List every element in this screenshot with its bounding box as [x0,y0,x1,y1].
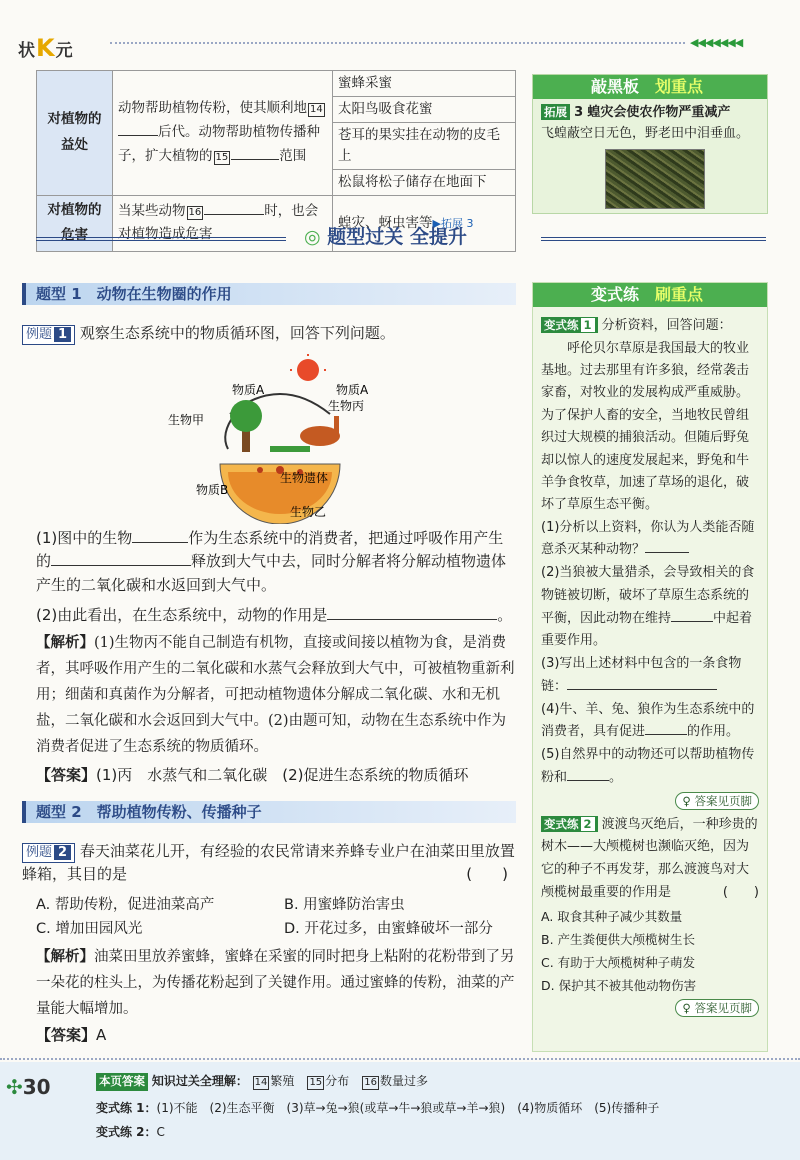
hint-icon: ♀ [682,793,691,808]
option-a[interactable]: A. 帮助传粉，促进油菜高产 [36,897,215,913]
extension-heading: 拓展 3 蝗灾会使农作物严重减产 [541,103,759,124]
label-substance-b: 物质B [196,483,229,497]
tree-crown [230,400,262,432]
sprout-icon: ✣ [6,1075,23,1099]
option-b[interactable]: B. 用蜜蜂防治害虫 [284,897,405,913]
header-arrows-icon: ◀◀◀◀◀◀◀ [690,36,743,49]
harm-example: 蝗灾、蚜虫害等▶拓展 3 [333,195,516,251]
extension-tag: 拓展 [541,104,570,120]
practice-panel [532,282,768,1052]
type2-title: 题型 2 帮助植物传粉、传播种子 [22,801,516,823]
example1-question: 例题 1 观察生态系统中的物质循环图，回答下列问题。 [22,322,516,345]
label-remains: 生物遗体 [280,471,329,485]
brand-logo: 状K元 [18,34,74,62]
answers-tag: 本页答案 [96,1073,148,1091]
benefit-example: 太阳鸟吸食花蜜 [333,96,516,122]
footer-divider [0,1058,800,1060]
label-organism-bing: 生物丙 [328,399,365,413]
practice-title: 变式练 刷重点 [533,283,767,307]
benefit-example: 松鼠将松子储存在地面下 [333,169,516,195]
section-heading: ◎ 题型过关 全提升 [36,227,766,249]
example2-options [36,894,516,941]
see-answer-link[interactable]: ♀ 答案见页脚 [675,999,759,1017]
example1-analysis: 【解析】(1)生物丙不能自己制造有机物，直接或间接以植物为食，是消费者，其呼吸作用产生的二氧化碳和水蒸气会释放到大气中，可被植物重新利用；细菌和真菌作为分解者，可把动植物遗体分解成二氧化碳、水和无机盐，二氧化碳和水会返回到大气中。(2)由题可知，动物在生态系统中作为消费者促进了生态系统的物质循环。 [36,634,515,756]
row-middle-benefit: 动物帮助植物传粉，使其顺利地 14后代。动物帮助植物传播种子，扩大植物的 15 范围 [113,71,333,196]
label-substance-a1: 物质A [232,383,265,397]
benefit-example: 苍耳的果实挂在动物的皮毛上 [333,122,516,169]
page-answers [96,1072,659,1142]
locust-photo [605,149,705,209]
option-c[interactable]: C. 增加田园风光 [36,921,143,938]
practice1-intro: 变式练 1 分析资料，回答问题： [541,315,759,338]
type1-title: 题型 1 动物在生物圈的作用 [22,283,516,305]
label-substance-a2: 物质A [336,383,369,397]
example1-answer: 【答案】(1)丙 水蒸气和二氧化碳 (2)促进生态系统的物质循环 [36,766,469,784]
practice1-q4: (4)牛、羊、兔、狼作为生态系统中的消费者，具有促进 的作用。 [541,701,755,740]
row-head-benefit: 对植物的益处 [37,71,113,196]
practice1-tag: 变式练 1 [541,317,598,333]
label-organism-yi: 生物乙 [290,505,327,519]
hint-icon: ♀ [682,1001,691,1016]
deer-neck [334,416,339,434]
example2-analysis: 【解析】油菜田里放养蜜蜂，蜜蜂在采蜜的同时把身上粘附的花粉带到了另一朵花的柱头上，为传播花粉起到了关键作用。通过蜜蜂的传粉，油菜的产量能大幅增加。 [36,948,515,1018]
benefit-example: 蜜蜂采蜜 [333,71,516,97]
option-c[interactable]: C. 有助于大颅榄树种子萌发 [541,954,696,970]
extension-link[interactable]: ▶拓展 3 [432,216,474,230]
table-row [37,71,516,97]
practice1-q2: (2)当狼被大量猎杀，会导致相关的食物链被切断，破坏了草原生态系统的平衡，因此动物在维持 中起着重要作用。 [541,565,755,649]
label-organism-jia: 生物甲 [168,413,205,427]
key-point-title: 敲黑板 划重点 [533,75,767,99]
practice2-options [541,905,759,998]
header-divider [110,42,685,44]
material-cycle-diagram [160,354,400,524]
example-label: 例题 2 [22,843,75,863]
option-d[interactable]: D. 保护其不被其他动物伤害 [541,978,697,993]
practice1-q1: (1)分析以上资料，你认为人类能否随意杀灭某种动物？ [541,519,755,558]
sun-icon [297,359,319,381]
grass [270,446,310,452]
practice1-material: 呼伦贝尔草原是我国最大的牧业基地。过去那里有许多狼，经常袭击家畜，对牧业的发展构成严重威胁。为了保护人畜的安全，当地牧民曾组织过大规模的捕狼活动。但随后野兔却以惊人的速度发展起来，野兔和牛羊争食牧草，加速了草场的退化，破坏了草原生态平衡。 [541,340,750,513]
answers-line1: 本页答案 知识过关全理解： 14 繁殖 15 分布 16 数量过多 [96,1072,659,1091]
option-a[interactable]: A. 取食其种子减少其数量 [541,908,683,924]
practice1-q3: (3)写出上述材料中包含的一条食物链： [541,656,742,694]
answers-line3: 变式练 2：C [96,1125,165,1140]
key-point-panel [532,74,768,214]
example2-question: 例题 2 春天油菜花儿开，有经验的农民常请来养蜂专业户在油菜田里放置蜂箱，其目的是 ( ) [22,842,515,884]
answers-line2: 变式练 1：(1)不能 (2)生态平衡 (3)草→兔→狼(或草→牛→狼或草→羊→狼) (4)物质循环 (5)传播种子 [96,1100,660,1115]
row-head-harm: 对植物的危害 [37,195,113,251]
example-label: 例题 1 [22,325,75,345]
example2-answer: 【答案】A [36,1026,107,1044]
practice2-question: 变式练 2 渡渡鸟灭绝后，一种珍贵的树木——大颅榄树也濒临灭绝，因为它的种子不再发芽，那么渡渡鸟对大颅榄树最重要的作用是 ( ) [541,816,759,900]
practice1-q5: (5)自然界中的动物还可以帮助植物传粉和 。 [541,747,755,785]
example1-q1: (1)图中的生物 作为生态系统中的消费者，把通过呼吸作用产生的 释放到大气中去，同时分解者将分解动植物遗体产生的二氧化碳和水返回到大气中。 [36,529,507,594]
practice2-tag: 变式练 2 [541,816,598,832]
row-middle-harm: 当某些动物 16 时，也会对植物造成危害 [113,195,333,251]
option-b[interactable]: B. 产生粪便供大颅榄树生长 [541,931,696,947]
poem-line: 飞蝗蔽空日无色，野老田中泪垂血。 [541,125,750,141]
example1-q2: (2)由此看出，在生态系统中，动物的作用是 。 [36,606,513,624]
target-icon: ◎ [304,226,321,248]
page-number: ✣30 [6,1075,51,1099]
option-d[interactable]: D. 开花过多，由蜜蜂破坏一部分 [284,921,493,938]
see-answer-link[interactable]: ♀ 答案见页脚 [675,792,759,810]
